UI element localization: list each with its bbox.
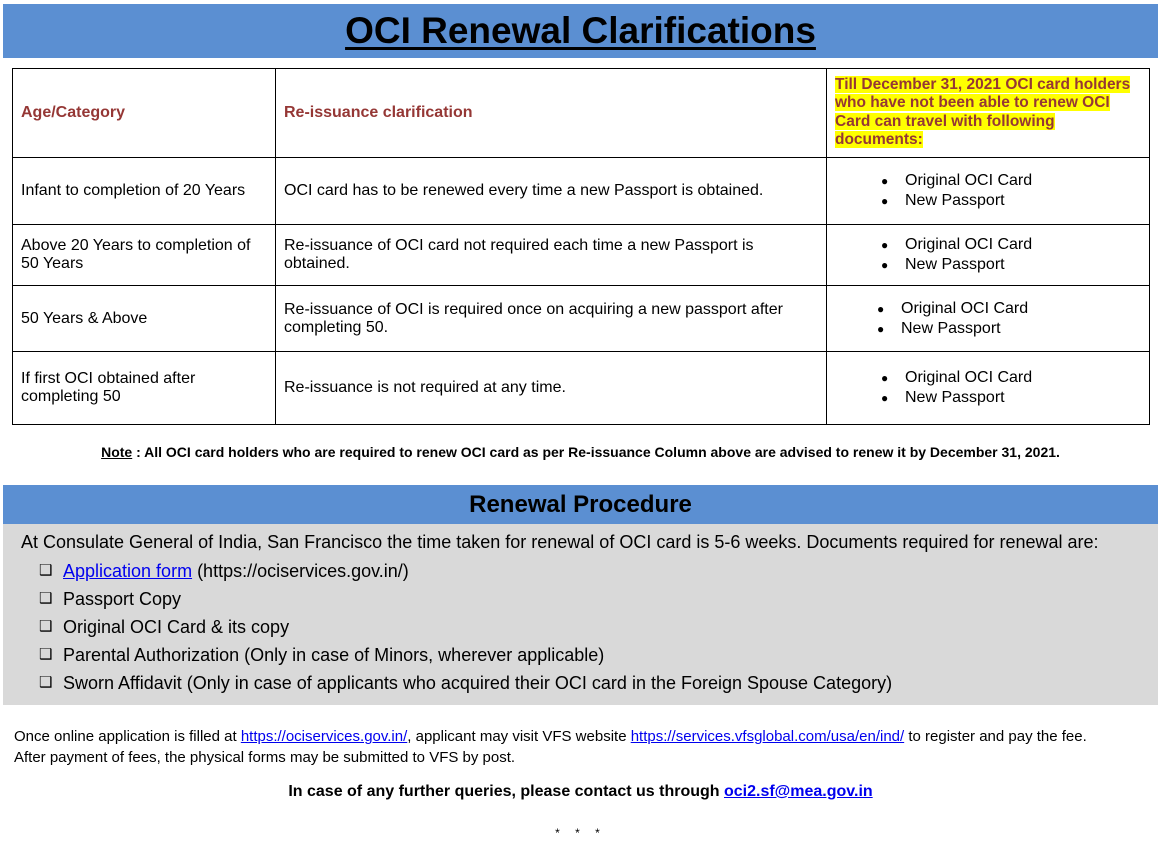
docs-cell — [827, 352, 1150, 425]
doc-item: ● Original OCI Card — [905, 368, 1141, 388]
checkbox-bullet-icon: ❑ — [39, 618, 53, 635]
required-documents-list — [3, 557, 1158, 697]
renewal-heading: Renewal Procedure — [3, 485, 1158, 524]
page-title: OCI Renewal Clarifications — [345, 10, 816, 51]
clarification-cell: Re-issuance of OCI card not required each time a new Passport is obtained. — [276, 225, 827, 286]
sworn-affidavit-text: Sworn Affidavit (Only in case of applicants who acquired their OCI card in the Foreign Spouse Category) — [63, 673, 893, 693]
original-oci-text: Original OCI Card & its copy — [63, 617, 290, 637]
doc-item: ● Original OCI Card — [905, 171, 1141, 191]
list-item — [39, 669, 1158, 697]
table-row — [13, 286, 1150, 352]
table-row — [13, 352, 1150, 425]
clarification-cell: Re-issuance is not required at any time. — [276, 352, 827, 425]
list-item — [39, 557, 1158, 585]
parental-authorization-text: Parental Authorization (Only in case of Minors, wherever applicable) — [63, 645, 605, 665]
contact-email-link[interactable]: oci2.sf@mea.gov.in — [723, 783, 873, 800]
checkbox-bullet-icon: ❑ — [39, 590, 53, 607]
doc-item: ● Original OCI Card — [905, 235, 1141, 255]
list-item — [39, 613, 1158, 641]
renewal-intro: At Consulate General of India, San Francisco the time taken for renewal of OCI card is 5-6 weeks. Documents required for renewal are: — [21, 532, 1099, 552]
doc-item: ● Original OCI Card — [901, 299, 1141, 319]
footer-instructions — [14, 726, 1154, 768]
doc-item: ● New Passport — [901, 319, 1141, 339]
doc-item: ● New Passport — [905, 255, 1141, 275]
docs-cell — [827, 286, 1150, 352]
footer-text-3: to register and pay the fee. — [904, 728, 1087, 745]
age-cell: Above 20 Years to completion of 50 Years — [13, 225, 276, 286]
clarification-cell: OCI card has to be renewed every time a new Passport is obtained. — [276, 158, 827, 225]
footer-text-2: , applicant may visit VFS website — [407, 728, 631, 745]
table-row — [13, 158, 1150, 225]
clarification-cell: Re-issuance of OCI is required once on acquiring a new passport after completing 50. — [276, 286, 827, 352]
doc-item: ● New Passport — [905, 388, 1141, 408]
age-cell: 50 Years & Above — [13, 286, 276, 352]
vfs-website-link[interactable]: https://services.vfsglobal.com/usa/en/ind/ — [630, 728, 905, 745]
docs-cell — [827, 225, 1150, 286]
end-stars: * * * — [555, 826, 606, 840]
header-clarification: Re-issuance clarification — [276, 69, 827, 158]
header-age: Age/Category — [13, 69, 276, 158]
checkbox-bullet-icon: ❑ — [39, 674, 53, 691]
application-form-link[interactable]: Application form — [63, 561, 193, 581]
footer-text-1: Once online application is filled at — [14, 728, 241, 745]
clarification-table — [12, 68, 1150, 425]
table-header-row — [13, 69, 1150, 158]
contact-line — [0, 783, 1161, 801]
age-cell: Infant to completion of 20 Years — [13, 158, 276, 225]
note-label: Note — [101, 444, 133, 460]
renewal-note — [0, 444, 1161, 460]
contact-text: In case of any further queries, please contact us through — [288, 783, 724, 800]
header-travel-note — [827, 69, 1150, 158]
title-banner — [3, 4, 1158, 58]
list-item — [39, 641, 1158, 669]
renewal-procedure-panel — [3, 485, 1158, 705]
checkbox-bullet-icon: ❑ — [39, 646, 53, 663]
note-text: : All OCI card holders who are required to renew OCI card as per Re-issuance Column above are advised to renew it by December 31, 2021. — [132, 444, 1060, 460]
list-item — [39, 585, 1158, 613]
doc-item: ● New Passport — [905, 191, 1141, 211]
checkbox-bullet-icon: ❑ — [39, 562, 53, 579]
travel-note-text: Till December 31, 2021 OCI card holders who have not been able to renew OCI Card can travel with following documents: — [835, 75, 1131, 148]
footer-text-4: After payment of fees, the physical forms may be submitted to VFS by post. — [14, 749, 516, 766]
age-cell: If first OCI obtained after completing 50 — [13, 352, 276, 425]
application-url-text: (https://ociservices.gov.in/) — [192, 561, 409, 581]
table-row — [13, 225, 1150, 286]
docs-cell — [827, 158, 1150, 225]
passport-copy-text: Passport Copy — [63, 589, 182, 609]
ociservices-link[interactable]: https://ociservices.gov.in/ — [240, 728, 408, 745]
